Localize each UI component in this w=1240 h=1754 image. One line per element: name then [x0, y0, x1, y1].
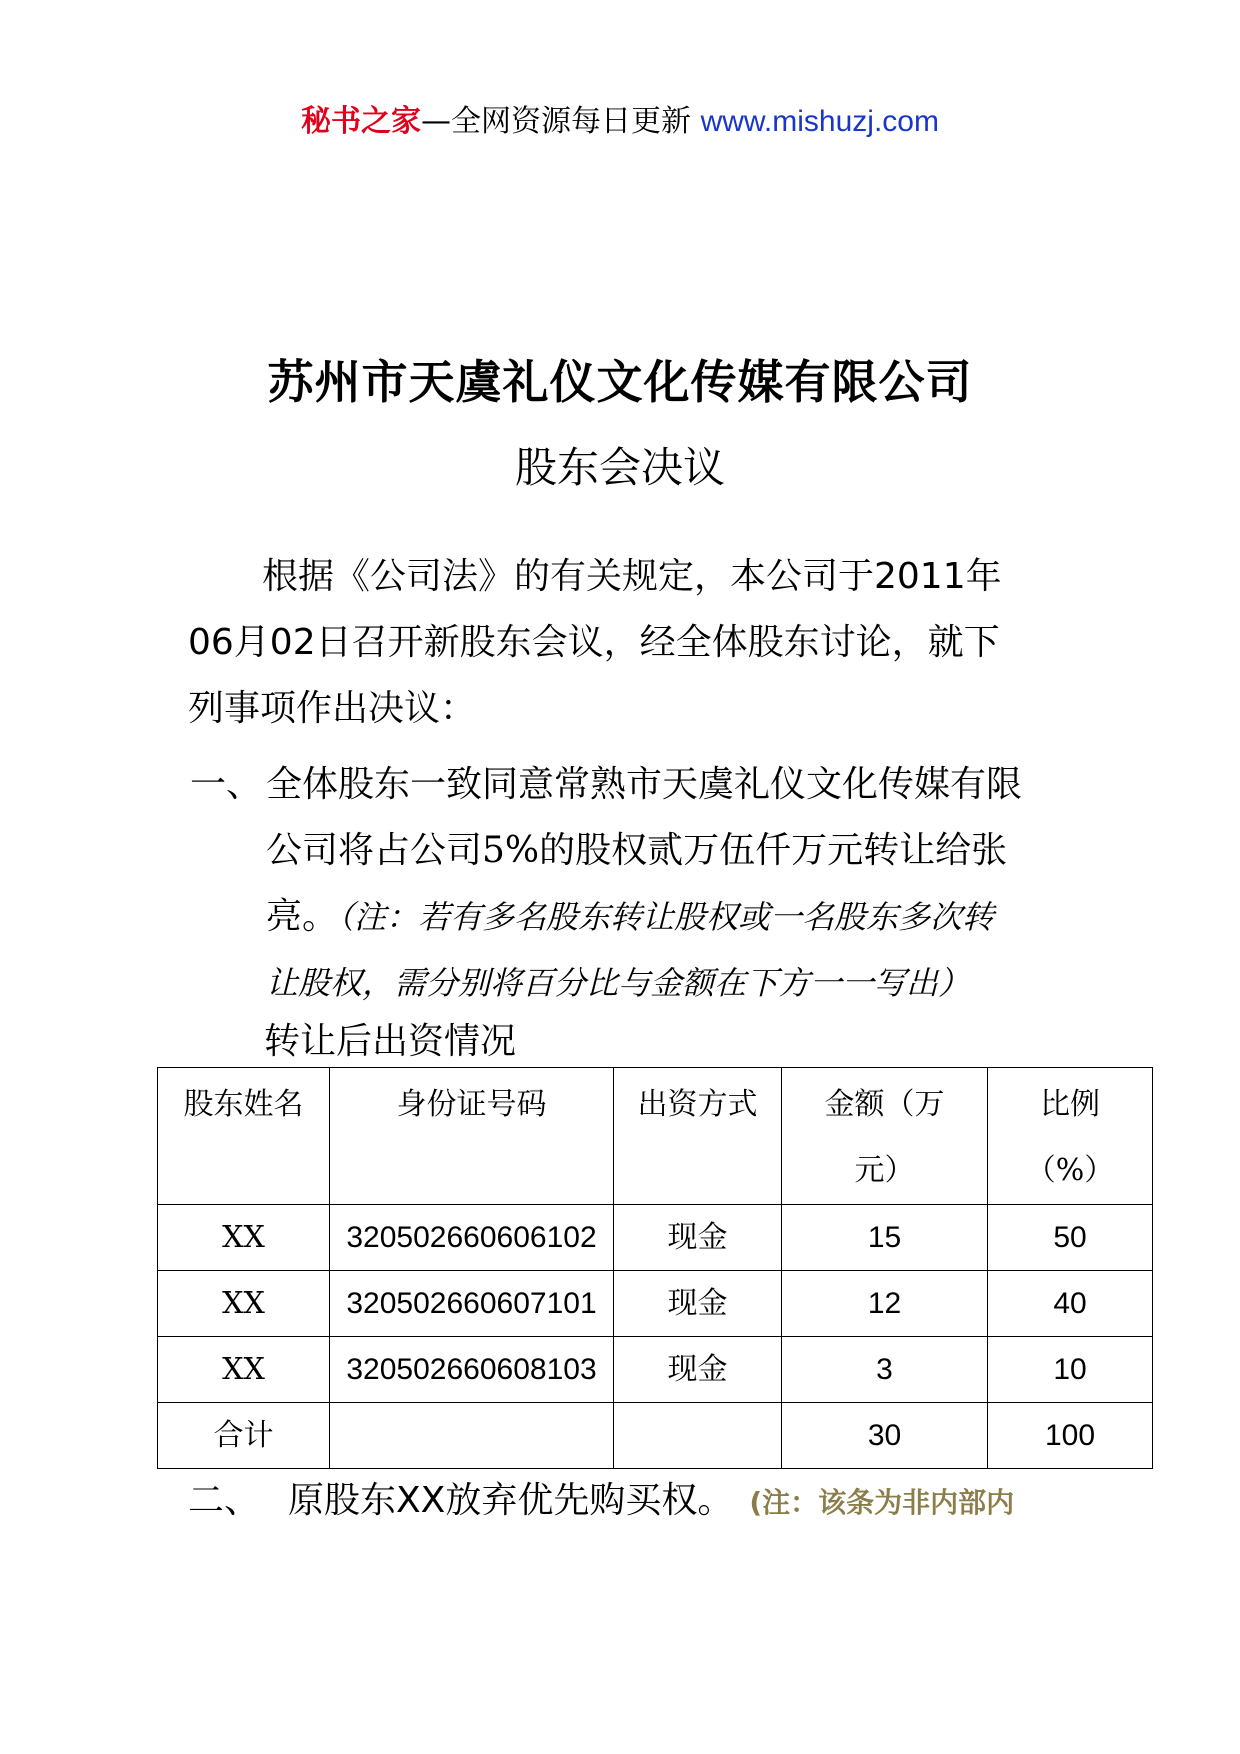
header-cell [988, 1068, 1153, 1205]
table-cell: 40 [988, 1271, 1153, 1337]
table-cell: 现金 [614, 1271, 782, 1337]
header-tagline: —全网资源每日更新 [421, 104, 692, 139]
intro-paragraph [188, 544, 1068, 742]
table-cell: XX [158, 1205, 330, 1271]
header-cell [782, 1068, 988, 1205]
table-cell: 320502660607101 [330, 1271, 614, 1337]
table-cell: 30 [782, 1403, 988, 1469]
item-line: 公司将占公司5%的股权贰万伍仟万元转让给张 [266, 830, 1008, 871]
item-note: 让股权，需分别将百分比与金额在下方一一写出） [266, 964, 971, 1002]
site-url-link[interactable]: www.mishuzj.com [700, 105, 939, 138]
intro-line: 06月02日召开新股东会议，经全体股东讨论，就下 [188, 622, 1000, 663]
table-cell: XX [158, 1271, 330, 1337]
table-cell: 320502660606102 [330, 1205, 614, 1271]
item-text: 原股东XX放弃优先购买权。 [288, 1480, 734, 1521]
table-cell: 100 [988, 1403, 1153, 1469]
table-cell: 15 [782, 1205, 988, 1271]
table-cell: 10 [988, 1337, 1153, 1403]
table-row [158, 1205, 1153, 1271]
table-cell: 320502660608103 [330, 1337, 614, 1403]
item-line: 亮。 [266, 896, 339, 937]
table-cell: 现金 [614, 1205, 782, 1271]
table-cell: 3 [782, 1337, 988, 1403]
header-text: （%） [1025, 1153, 1115, 1188]
table-header-row [158, 1068, 1153, 1205]
table-cell: XX [158, 1337, 330, 1403]
document-title: 股东会决议 [514, 443, 725, 492]
intro-line: 根据《公司法》的有关规定，本公司于2011年 [262, 556, 1002, 597]
header-text: 比例 [1040, 1087, 1100, 1122]
table-cell: 现金 [614, 1337, 782, 1403]
table-row [158, 1271, 1153, 1337]
company-name: 苏州市天虞礼仪文化传媒有限公司 [267, 355, 973, 409]
item-number: 二、 [188, 1480, 261, 1521]
item-line: 全体股东一致同意常熟市天虞礼仪文化传媒有限 [266, 764, 1023, 805]
table-row [158, 1337, 1153, 1403]
brand-name: 秘书之家 [301, 104, 422, 139]
resolution-item-2 [188, 1475, 1088, 1529]
header-cell: 股东姓名 [158, 1068, 330, 1205]
resolution-item-1 [190, 752, 1070, 1016]
intro-line: 列事项作出决议： [188, 688, 477, 729]
table-cell: 合计 [158, 1403, 330, 1469]
header-cell: 出资方式 [614, 1068, 782, 1205]
item-note: （注：若有多名股东转让股权或一名股东多次转 [338, 898, 995, 936]
table-caption: 转让后出资情况 [264, 1021, 517, 1062]
table-total-row [158, 1403, 1153, 1469]
table-cell: 12 [782, 1271, 988, 1337]
item-number: 一、 [190, 764, 263, 805]
table-cell [614, 1403, 782, 1469]
table-cell: 50 [988, 1205, 1153, 1271]
shareholder-table [157, 1067, 1153, 1469]
header-text: 金额（万 [824, 1087, 945, 1122]
item-note: (注：该条为非内部内 [749, 1486, 1015, 1519]
table-cell [330, 1403, 614, 1469]
header-text: 元） [854, 1153, 915, 1188]
site-header [0, 100, 1240, 144]
header-cell: 身份证号码 [330, 1068, 614, 1205]
